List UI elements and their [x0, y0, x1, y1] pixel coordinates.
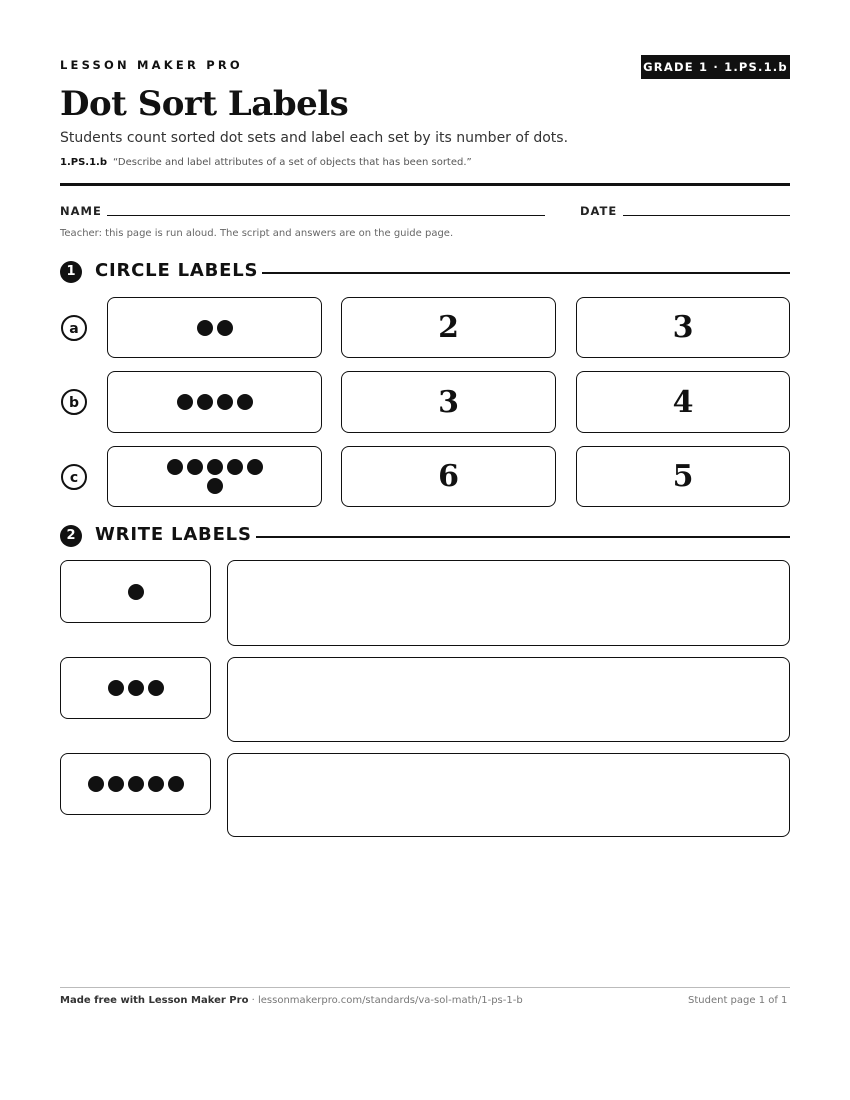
section-1-number: 1: [60, 261, 82, 283]
write-label-box[interactable]: [227, 657, 790, 742]
label-option-number: 2: [438, 310, 459, 345]
dot: [148, 680, 164, 696]
dot: [227, 459, 243, 475]
standard-line: [60, 157, 472, 168]
label-option-number: 4: [672, 384, 694, 420]
dot: [177, 394, 193, 410]
footer-made-with: Made free with Lesson Maker Pro: [60, 995, 249, 1006]
dot: [197, 394, 213, 410]
dot: [128, 584, 144, 600]
brand-name: LESSON MAKER PRO: [60, 58, 243, 72]
dot: [168, 776, 184, 792]
header-divider: [60, 183, 790, 186]
row-letter-a: a: [61, 315, 87, 341]
label-option-number: 3: [438, 384, 459, 420]
section-2-rule: [256, 536, 790, 538]
label-option[interactable]: [576, 446, 790, 507]
dot-set-box: [60, 560, 211, 623]
label-option-number: 6: [438, 459, 459, 494]
dot-set: [61, 658, 210, 718]
dot-row: [88, 776, 184, 792]
dot: [108, 776, 124, 792]
dot-set: [61, 561, 210, 622]
name-label: NAME: [60, 204, 102, 218]
page-title: Dot Sort Labels: [60, 84, 349, 124]
dot-set: [108, 298, 321, 357]
dot: [128, 680, 144, 696]
dot-row: [177, 394, 253, 410]
name-field[interactable]: [107, 215, 545, 216]
label-option-number: 3: [672, 310, 694, 345]
dot: [167, 459, 183, 475]
label-option[interactable]: [341, 446, 556, 507]
date-field[interactable]: [623, 215, 790, 216]
dot-set: [108, 447, 321, 506]
dot: [187, 459, 203, 475]
label-option[interactable]: [341, 297, 556, 358]
dot: [148, 776, 164, 792]
footer-divider: [60, 987, 790, 988]
standard-code: 1.PS.1.b: [60, 157, 108, 168]
teacher-note: Teacher: this page is run aloud. The script and answers are on the guide page.: [60, 228, 454, 239]
dot-row: [128, 584, 144, 600]
dot-row: [167, 459, 263, 475]
label-option[interactable]: [576, 297, 790, 358]
grade-badge: GRADE 1 · 1.PS.1.b: [641, 55, 790, 79]
dot: [108, 680, 124, 696]
section-1-title: CIRCLE LABELS: [95, 260, 259, 281]
footer-credit: [60, 995, 523, 1006]
dot-set-box: [60, 657, 211, 719]
dot-row: [197, 320, 233, 336]
dot: [88, 776, 104, 792]
dot: [237, 394, 253, 410]
label-option[interactable]: [341, 371, 556, 433]
row-letter-c: c: [61, 464, 87, 490]
footer-url: · lessonmakerpro.com/standards/va-sol-math/1-ps-1-b: [248, 995, 523, 1006]
dot-set: [108, 372, 321, 432]
label-option-number: 5: [672, 459, 694, 494]
section-1-rule: [262, 272, 790, 274]
dot: [217, 320, 233, 336]
dot: [207, 459, 223, 475]
dot-set: [61, 754, 210, 814]
label-option[interactable]: [576, 371, 790, 433]
date-label: DATE: [580, 204, 618, 218]
dot: [217, 394, 233, 410]
dot-row: [108, 680, 164, 696]
write-label-box[interactable]: [227, 753, 790, 837]
dot: [207, 478, 223, 494]
dot-set-box: [60, 753, 211, 815]
write-label-box[interactable]: [227, 560, 790, 646]
dot-set-box: [107, 297, 322, 358]
dot: [247, 459, 263, 475]
row-letter-b: b: [61, 389, 87, 415]
footer-page-number: Student page 1 of 1: [688, 995, 788, 1006]
section-2-title: WRITE LABELS: [95, 524, 252, 545]
dot-row: [207, 478, 223, 494]
dot: [128, 776, 144, 792]
dot-set-box: [107, 371, 322, 433]
page-subtitle: Students count sorted dot sets and label each set by its number of dots.: [60, 130, 569, 146]
section-2-number: 2: [60, 525, 82, 547]
standard-text: “Describe and label attributes of a set of objects that has been sorted.”: [113, 157, 472, 168]
dot: [197, 320, 213, 336]
dot-set-box: [107, 446, 322, 507]
